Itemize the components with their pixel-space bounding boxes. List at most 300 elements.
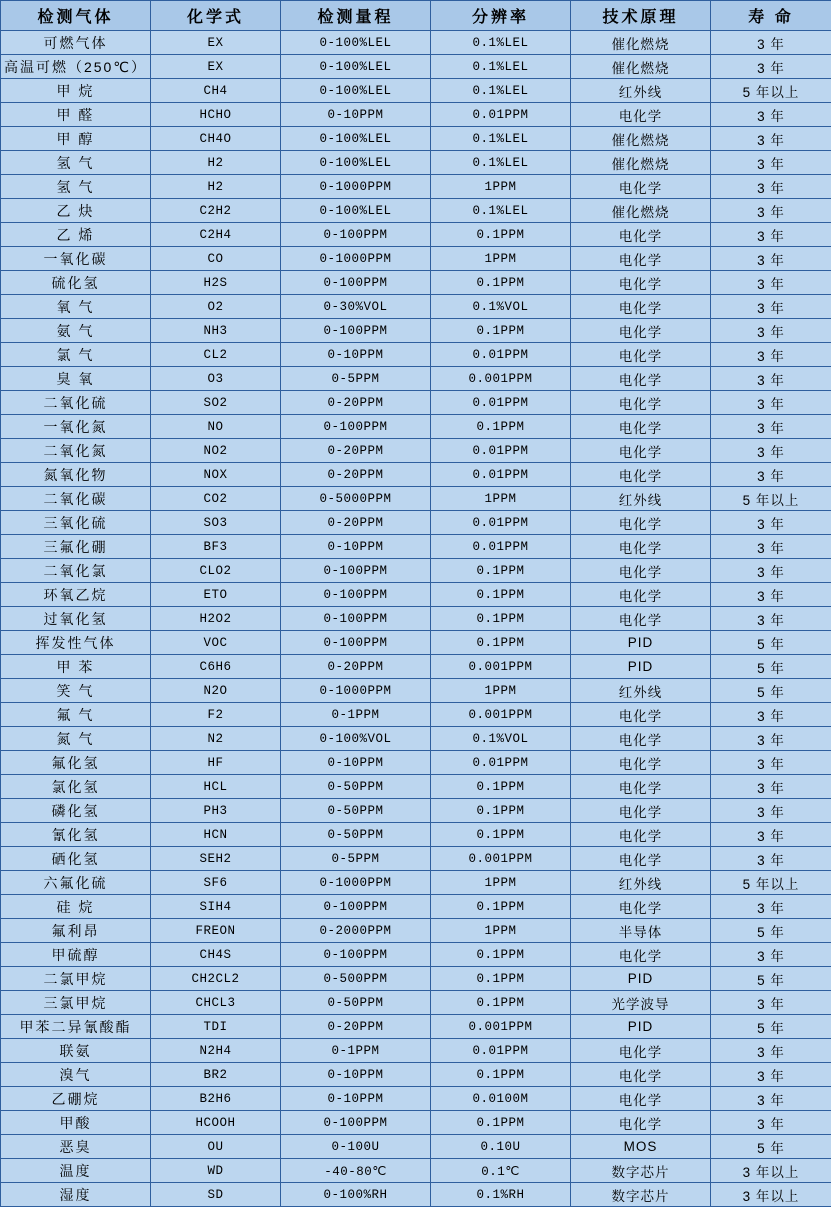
cell-lifetime: 3 年 (711, 559, 831, 583)
cell-resolution: 0.1PPM (431, 271, 571, 295)
cell-range: 0-100PPM (281, 319, 431, 343)
cell-resolution: 0.1PPM (431, 415, 571, 439)
cell-range: 0-2000PPM (281, 919, 431, 943)
cell-technology: 催化燃烧 (571, 199, 711, 223)
cell-resolution: 0.1PPM (431, 319, 571, 343)
cell-resolution: 0.1PPM (431, 583, 571, 607)
cell-range: 0-1PPM (281, 1039, 431, 1063)
cell-lifetime: 3 年 (711, 463, 831, 487)
cell-lifetime: 3 年 (711, 31, 831, 55)
cell-technology: 红外线 (571, 79, 711, 103)
cell-resolution: 0.01PPM (431, 1039, 571, 1063)
cell-technology: PID (571, 967, 711, 991)
cell-lifetime: 5 年以上 (711, 871, 831, 895)
cell-lifetime: 3 年 (711, 367, 831, 391)
cell-range: 0-100PPM (281, 559, 431, 583)
cell-gas-name: 湿度 (1, 1183, 151, 1207)
cell-gas-name: 二氧化碳 (1, 487, 151, 511)
column-header-technology: 技术原理 (571, 1, 711, 31)
cell-lifetime: 3 年 (711, 55, 831, 79)
cell-range: 0-100PPM (281, 271, 431, 295)
cell-range: 0-10PPM (281, 751, 431, 775)
cell-lifetime: 3 年 (711, 511, 831, 535)
table-header (1, 1, 831, 31)
cell-range: 0-20PPM (281, 511, 431, 535)
cell-gas-name: 硫化氢 (1, 271, 151, 295)
cell-range: 0-100PPM (281, 895, 431, 919)
table-row (1, 1111, 831, 1135)
cell-range: 0-10PPM (281, 1087, 431, 1111)
cell-range: 0-10PPM (281, 1063, 431, 1087)
cell-resolution: 0.1PPM (431, 967, 571, 991)
cell-gas-name: 硅 烷 (1, 895, 151, 919)
cell-lifetime: 3 年 (711, 295, 831, 319)
cell-range: 0-5PPM (281, 847, 431, 871)
cell-lifetime: 5 年以上 (711, 487, 831, 511)
cell-range: 0-20PPM (281, 439, 431, 463)
cell-formula: H2 (151, 151, 281, 175)
table-row (1, 727, 831, 751)
cell-range: 0-20PPM (281, 655, 431, 679)
cell-gas-name: 恶臭 (1, 1135, 151, 1159)
cell-technology: PID (571, 1015, 711, 1039)
table-row (1, 511, 831, 535)
cell-range: 0-1000PPM (281, 871, 431, 895)
table-header-row (1, 1, 831, 31)
cell-lifetime: 3 年 (711, 343, 831, 367)
cell-gas-name: 氢 气 (1, 151, 151, 175)
cell-gas-name: 六氟化硫 (1, 871, 151, 895)
cell-gas-name: 氢 气 (1, 175, 151, 199)
cell-gas-name: 甲 苯 (1, 655, 151, 679)
cell-technology: 电化学 (571, 271, 711, 295)
cell-technology: 电化学 (571, 703, 711, 727)
cell-gas-name: 联氨 (1, 1039, 151, 1063)
cell-lifetime: 5 年 (711, 679, 831, 703)
cell-gas-name: 一氧化碳 (1, 247, 151, 271)
cell-resolution: 0.01PPM (431, 103, 571, 127)
table-row (1, 319, 831, 343)
cell-gas-name: 甲 醛 (1, 103, 151, 127)
cell-formula: HCHO (151, 103, 281, 127)
cell-formula: WD (151, 1159, 281, 1183)
cell-lifetime: 3 年 (711, 607, 831, 631)
cell-gas-name: 二氯甲烷 (1, 967, 151, 991)
table-row (1, 1015, 831, 1039)
cell-resolution: 0.1PPM (431, 775, 571, 799)
cell-technology: 电化学 (571, 823, 711, 847)
table-row (1, 823, 831, 847)
cell-technology: 电化学 (571, 1039, 711, 1063)
cell-resolution: 0.1PPM (431, 607, 571, 631)
table-row (1, 655, 831, 679)
cell-gas-name: 挥发性气体 (1, 631, 151, 655)
cell-formula: B2H6 (151, 1087, 281, 1111)
cell-formula: SO2 (151, 391, 281, 415)
cell-technology: 电化学 (571, 343, 711, 367)
cell-formula: SO3 (151, 511, 281, 535)
table-row (1, 1087, 831, 1111)
table-row (1, 1159, 831, 1183)
cell-range: 0-100%LEL (281, 55, 431, 79)
table-row (1, 79, 831, 103)
cell-resolution: 1PPM (431, 247, 571, 271)
cell-range: 0-1PPM (281, 703, 431, 727)
cell-gas-name: 甲 烷 (1, 79, 151, 103)
cell-resolution: 0.1%LEL (431, 31, 571, 55)
cell-technology: 电化学 (571, 439, 711, 463)
cell-resolution: 0.1%RH (431, 1183, 571, 1207)
cell-formula: HCN (151, 823, 281, 847)
cell-gas-name: 温度 (1, 1159, 151, 1183)
cell-gas-name: 甲苯二异氰酸酯 (1, 1015, 151, 1039)
cell-range: 0-5000PPM (281, 487, 431, 511)
cell-range: 0-100PPM (281, 223, 431, 247)
cell-resolution: 0.1PPM (431, 991, 571, 1015)
cell-range: 0-1000PPM (281, 175, 431, 199)
cell-lifetime: 3 年 (711, 895, 831, 919)
cell-lifetime: 3 年以上 (711, 1159, 831, 1183)
cell-gas-name: 二氧化硫 (1, 391, 151, 415)
cell-formula: NO (151, 415, 281, 439)
cell-resolution: 0.001PPM (431, 655, 571, 679)
cell-formula: PH3 (151, 799, 281, 823)
cell-technology: MOS (571, 1135, 711, 1159)
cell-resolution: 0.001PPM (431, 847, 571, 871)
cell-range: -40-80℃ (281, 1159, 431, 1183)
table-row (1, 127, 831, 151)
cell-formula: N2O (151, 679, 281, 703)
cell-range: 0-100PPM (281, 943, 431, 967)
cell-resolution: 0.10U (431, 1135, 571, 1159)
cell-technology: 催化燃烧 (571, 127, 711, 151)
cell-gas-name: 氰化氢 (1, 823, 151, 847)
table-row (1, 1135, 831, 1159)
cell-resolution: 0.01PPM (431, 535, 571, 559)
cell-formula: TDI (151, 1015, 281, 1039)
cell-technology: 电化学 (571, 295, 711, 319)
cell-lifetime: 3 年 (711, 799, 831, 823)
table-row (1, 223, 831, 247)
cell-formula: SEH2 (151, 847, 281, 871)
cell-resolution: 0.1PPM (431, 895, 571, 919)
cell-technology: 电化学 (571, 943, 711, 967)
cell-resolution: 0.1%VOL (431, 295, 571, 319)
cell-resolution: 1PPM (431, 175, 571, 199)
cell-lifetime: 3 年 (711, 1063, 831, 1087)
cell-technology: 数字芯片 (571, 1183, 711, 1207)
cell-resolution: 0.1PPM (431, 1063, 571, 1087)
cell-range: 0-20PPM (281, 391, 431, 415)
cell-resolution: 0.001PPM (431, 703, 571, 727)
cell-lifetime: 5 年 (711, 655, 831, 679)
table-row (1, 919, 831, 943)
cell-resolution: 1PPM (431, 871, 571, 895)
cell-formula: HCL (151, 775, 281, 799)
cell-formula: CH2CL2 (151, 967, 281, 991)
cell-gas-name: 乙 炔 (1, 199, 151, 223)
cell-lifetime: 3 年 (711, 535, 831, 559)
cell-formula: N2H4 (151, 1039, 281, 1063)
cell-range: 0-100PPM (281, 607, 431, 631)
table-row (1, 751, 831, 775)
cell-formula: C2H2 (151, 199, 281, 223)
cell-resolution: 0.01PPM (431, 463, 571, 487)
cell-gas-name: 高温可燃（250℃） (1, 55, 151, 79)
cell-lifetime: 3 年 (711, 127, 831, 151)
table-row (1, 247, 831, 271)
cell-lifetime: 3 年 (711, 751, 831, 775)
table-row (1, 847, 831, 871)
cell-gas-name: 一氧化氮 (1, 415, 151, 439)
cell-gas-name: 氟 气 (1, 703, 151, 727)
table-row (1, 1183, 831, 1207)
cell-gas-name: 三氧化硫 (1, 511, 151, 535)
cell-lifetime: 3 年 (711, 775, 831, 799)
cell-gas-name: 三氟化硼 (1, 535, 151, 559)
cell-gas-name: 氧 气 (1, 295, 151, 319)
cell-technology: 电化学 (571, 775, 711, 799)
cell-gas-name: 笑 气 (1, 679, 151, 703)
column-header-lifetime: 寿 命 (711, 1, 831, 31)
cell-resolution: 0.1PPM (431, 823, 571, 847)
cell-range: 0-1000PPM (281, 247, 431, 271)
cell-range: 0-100%RH (281, 1183, 431, 1207)
cell-technology: 半导体 (571, 919, 711, 943)
cell-resolution: 0.1%LEL (431, 79, 571, 103)
cell-formula: C6H6 (151, 655, 281, 679)
cell-gas-name: 臭 氧 (1, 367, 151, 391)
cell-technology: 电化学 (571, 1063, 711, 1087)
cell-gas-name: 氯 气 (1, 343, 151, 367)
cell-resolution: 0.1PPM (431, 631, 571, 655)
cell-formula: SF6 (151, 871, 281, 895)
cell-formula: OU (151, 1135, 281, 1159)
cell-range: 0-100%LEL (281, 31, 431, 55)
cell-lifetime: 3 年 (711, 727, 831, 751)
cell-range: 0-100PPM (281, 415, 431, 439)
table-row (1, 991, 831, 1015)
cell-technology: 红外线 (571, 487, 711, 511)
cell-technology: 电化学 (571, 223, 711, 247)
cell-resolution: 0.01PPM (431, 751, 571, 775)
cell-range: 0-100%LEL (281, 151, 431, 175)
cell-formula: NH3 (151, 319, 281, 343)
cell-range: 0-1000PPM (281, 679, 431, 703)
cell-gas-name: 溴气 (1, 1063, 151, 1087)
cell-formula: O3 (151, 367, 281, 391)
cell-resolution: 0.01PPM (431, 391, 571, 415)
cell-lifetime: 3 年 (711, 415, 831, 439)
cell-lifetime: 5 年 (711, 1015, 831, 1039)
cell-range: 0-50PPM (281, 991, 431, 1015)
table-row (1, 463, 831, 487)
cell-formula: CL2 (151, 343, 281, 367)
cell-formula: VOC (151, 631, 281, 655)
cell-range: 0-20PPM (281, 1015, 431, 1039)
cell-technology: 电化学 (571, 463, 711, 487)
cell-formula: CHCL3 (151, 991, 281, 1015)
cell-lifetime: 3 年 (711, 319, 831, 343)
table-row (1, 487, 831, 511)
cell-gas-name: 环氧乙烷 (1, 583, 151, 607)
table-row (1, 775, 831, 799)
cell-technology: PID (571, 655, 711, 679)
cell-range: 0-100%VOL (281, 727, 431, 751)
cell-technology: 数字芯片 (571, 1159, 711, 1183)
cell-formula: EX (151, 31, 281, 55)
cell-resolution: 0.1%VOL (431, 727, 571, 751)
cell-resolution: 0.001PPM (431, 367, 571, 391)
cell-resolution: 0.001PPM (431, 1015, 571, 1039)
cell-technology: 电化学 (571, 319, 711, 343)
cell-lifetime: 3 年 (711, 151, 831, 175)
table-row (1, 367, 831, 391)
cell-gas-name: 氨 气 (1, 319, 151, 343)
table-row (1, 343, 831, 367)
cell-technology: 红外线 (571, 871, 711, 895)
cell-technology: 光学波导 (571, 991, 711, 1015)
cell-gas-name: 二氧化氯 (1, 559, 151, 583)
cell-range: 0-500PPM (281, 967, 431, 991)
cell-gas-name: 磷化氢 (1, 799, 151, 823)
table-row (1, 271, 831, 295)
cell-gas-name: 乙 烯 (1, 223, 151, 247)
cell-lifetime: 3 年以上 (711, 1183, 831, 1207)
cell-formula: SIH4 (151, 895, 281, 919)
cell-gas-name: 氮氧化物 (1, 463, 151, 487)
table-row (1, 55, 831, 79)
cell-range: 0-100U (281, 1135, 431, 1159)
cell-resolution: 0.1%LEL (431, 127, 571, 151)
cell-technology: 电化学 (571, 751, 711, 775)
cell-resolution: 0.1PPM (431, 559, 571, 583)
table-row (1, 1039, 831, 1063)
cell-formula: CO2 (151, 487, 281, 511)
cell-lifetime: 3 年 (711, 1111, 831, 1135)
table-row (1, 703, 831, 727)
cell-technology: 电化学 (571, 535, 711, 559)
cell-formula: CH4S (151, 943, 281, 967)
cell-formula: O2 (151, 295, 281, 319)
cell-technology: 电化学 (571, 415, 711, 439)
table-row (1, 415, 831, 439)
cell-range: 0-50PPM (281, 775, 431, 799)
table-body (1, 31, 831, 1207)
cell-lifetime: 5 年 (711, 919, 831, 943)
table-row (1, 31, 831, 55)
cell-resolution: 0.1%LEL (431, 151, 571, 175)
table-row (1, 607, 831, 631)
cell-formula: CLO2 (151, 559, 281, 583)
cell-lifetime: 5 年 (711, 1135, 831, 1159)
cell-range: 0-5PPM (281, 367, 431, 391)
cell-lifetime: 3 年 (711, 991, 831, 1015)
cell-formula: CH4 (151, 79, 281, 103)
cell-range: 0-100PPM (281, 1111, 431, 1135)
cell-lifetime: 5 年 (711, 631, 831, 655)
cell-technology: 电化学 (571, 1087, 711, 1111)
cell-technology: 催化燃烧 (571, 31, 711, 55)
table-row (1, 583, 831, 607)
cell-formula: SD (151, 1183, 281, 1207)
cell-lifetime: 3 年 (711, 391, 831, 415)
cell-range: 0-20PPM (281, 463, 431, 487)
cell-formula: H2S (151, 271, 281, 295)
table-row (1, 295, 831, 319)
cell-resolution: 0.1%LEL (431, 199, 571, 223)
cell-lifetime: 3 年 (711, 823, 831, 847)
cell-gas-name: 硒化氢 (1, 847, 151, 871)
cell-resolution: 0.1PPM (431, 223, 571, 247)
cell-resolution: 0.1PPM (431, 943, 571, 967)
cell-lifetime: 3 年 (711, 199, 831, 223)
cell-lifetime: 3 年 (711, 1039, 831, 1063)
cell-lifetime: 3 年 (711, 271, 831, 295)
cell-formula: HF (151, 751, 281, 775)
table-row (1, 175, 831, 199)
column-header-formula: 化学式 (151, 1, 281, 31)
cell-gas-name: 氟化氢 (1, 751, 151, 775)
cell-resolution: 0.01PPM (431, 343, 571, 367)
cell-resolution: 0.01PPM (431, 439, 571, 463)
cell-range: 0-50PPM (281, 799, 431, 823)
cell-technology: 红外线 (571, 679, 711, 703)
cell-technology: 催化燃烧 (571, 151, 711, 175)
cell-formula: F2 (151, 703, 281, 727)
cell-lifetime: 5 年以上 (711, 79, 831, 103)
cell-technology: 电化学 (571, 511, 711, 535)
cell-range: 0-100PPM (281, 631, 431, 655)
table-row (1, 943, 831, 967)
cell-gas-name: 乙硼烷 (1, 1087, 151, 1111)
cell-gas-name: 甲 醇 (1, 127, 151, 151)
cell-gas-name: 甲酸 (1, 1111, 151, 1135)
cell-gas-name: 过氧化氢 (1, 607, 151, 631)
cell-formula: BF3 (151, 535, 281, 559)
cell-gas-name: 三氯甲烷 (1, 991, 151, 1015)
cell-formula: NO2 (151, 439, 281, 463)
cell-resolution: 0.1PPM (431, 1111, 571, 1135)
column-header-range: 检测量程 (281, 1, 431, 31)
cell-gas-name: 可燃气体 (1, 31, 151, 55)
cell-resolution: 1PPM (431, 679, 571, 703)
cell-technology: 电化学 (571, 103, 711, 127)
cell-gas-name: 氯化氢 (1, 775, 151, 799)
cell-formula: EX (151, 55, 281, 79)
cell-resolution: 1PPM (431, 919, 571, 943)
cell-technology: 电化学 (571, 175, 711, 199)
table-row (1, 799, 831, 823)
cell-formula: H2O2 (151, 607, 281, 631)
cell-technology: 电化学 (571, 391, 711, 415)
cell-formula: H2 (151, 175, 281, 199)
cell-lifetime: 5 年 (711, 967, 831, 991)
table-row (1, 631, 831, 655)
cell-gas-name: 氟利昂 (1, 919, 151, 943)
column-header-resolution: 分辨率 (431, 1, 571, 31)
cell-formula: N2 (151, 727, 281, 751)
cell-lifetime: 3 年 (711, 223, 831, 247)
cell-gas-name: 二氧化氮 (1, 439, 151, 463)
cell-formula: NOX (151, 463, 281, 487)
cell-gas-name: 氮 气 (1, 727, 151, 751)
cell-technology: 电化学 (571, 799, 711, 823)
cell-technology: 催化燃烧 (571, 55, 711, 79)
table-row (1, 967, 831, 991)
cell-lifetime: 3 年 (711, 943, 831, 967)
cell-formula: CO (151, 247, 281, 271)
